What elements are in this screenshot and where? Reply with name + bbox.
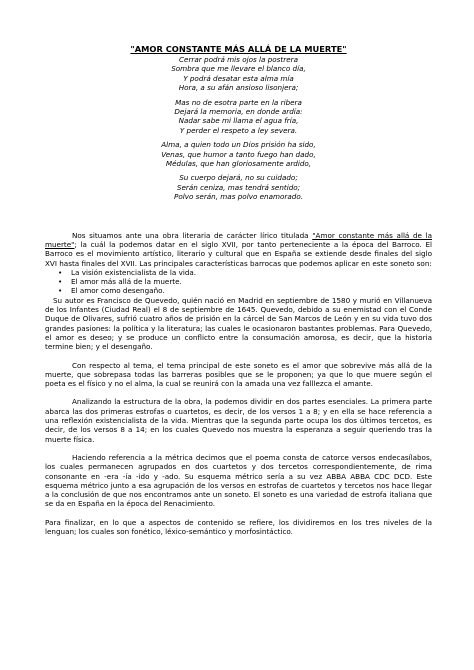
verse: Y perder el respeto a ley severa. [179,125,298,135]
paragraph-metrics: Haciendo referencia a la métrica decimos que el poema consta de catorce versos endecasílabos, los cuales permanecen agrupados en dos cuartetos y dos tercetos correspondientemente, de rima consonante en -era -ía -ido y -ado. Su esquema métrico sería a su vez ABBA ABBA CDC DCD. Este esquema métrico junto a esa agrupación de los versos en estrofas de cuartetos y tercetos nos hace llegar a la conclusión de que nos encontramos ante un soneto. El soneto es una variedad de estrofa italiana que se da en España en la época del Renacimiento. [45,452,432,509]
verse: Nadar sabe mi llama el agua fría, [178,116,299,126]
poem [45,55,432,202]
paragraph-conclusion: Para finalizar, en lo que a aspectos de contenido se refiere, los dividiremos en los tres niveles de la lenguan; los cuales son fonético, léxico-semántico y morfosintáctico. [45,517,432,536]
verse: Mas no de esotra parte en la ribera [175,97,302,107]
paragraph-intro: Nos situamos ante una obra literaria de carácter lírico titulada "Amor constante más allá de la muerte"; la cuál la podemos datar en el siglo XVII, por tanto perteneciente a la época del Barroco. El Barroco es el movimiento artístico, literario y cultural que en España se extiende desde finales del siglo XVI hasta finales del XVII. Las principales características barrocas que podemos aplicar en este soneto son: [45,230,432,268]
verse: Médulas, que han gloriosamente ardido, [165,159,312,169]
stanza-2 [45,98,432,136]
work-title-underlined: "Amor constante más allá de la muerte" [45,230,432,249]
paragraph-theme: Con respecto al tema, el tema principal de este soneto es el amor que sobrevive más allá de la muerte, que sobrepasa todas las barreras posibles que se le proponen; ya que lo que muere según el poeta es el físico y no el alma, la cual se reunirá con la amada una vez falllezca el amante. [45,360,432,389]
verse: Sombra que me llevare el blanco día, [171,64,306,74]
verse: Alma, a quien todo un Dios prisión ha sido, [161,140,316,150]
verse: Su cuerpo dejará, no su cuidado; [179,173,298,183]
list-item: • El amor como desengaño. [65,286,432,295]
list-item: • La visión existencialista de la vida. [65,268,432,277]
verse: Dejará la memoria, en donde ardía: [174,107,303,117]
stanza-1 [45,55,432,93]
verse: Hora, a su afán ansioso lisonjera; [178,83,299,93]
verse: Y podrá desatar esta alma mía [183,73,294,83]
poem-title: "AMOR CONSTANTE MÁS ALLÁ DE LA MUERTE" [130,44,347,54]
list-item: • El amor más allá de la muerte. [65,277,432,286]
features-list [45,268,432,296]
essay-body [45,231,432,537]
verse: Polvo serán, mas polvo enamorado. [173,192,304,202]
stanza-3 [45,140,432,168]
stanza-4 [45,173,432,201]
verse: Serán ceniza, mas tendrá sentido; [176,182,301,192]
verse: Cerrar podrá mis ojos la postrera [179,55,298,64]
paragraph-author: Su autor es Francisco de Quevedo, quién nació en Madrid en septiembre de 1580 y murió en Villanueva de los Infantes (Ciudad Real) el 8 de septiembre de 1645. Quevedo, debido a su enemistad con el Conde Duque de Olivares, sufrió cuatro años de prisión en la cárcel de San Marcos de León y en su vida tuvo dos grandes pasiones: la política y la literatura; las cuales le ocasionaron bastantes problemas. Para Quevedo, el amor es deseo; y se produce un conflicto entre la consumación amorosa, es decir, que la historia termine bien; y el desengaño. [45,295,432,352]
paragraph-structure: Analizando la estructura de la obra, la podemos dividir en dos partes esenciales. La primera parte abarca las dos primeras estrofas o cuartetos, es decir, de los versos 1 a 8; y en ella se hace referencia a una reflexión existencialista de la vida. Mientras que la segunda parte ocupa los dos últimos tercetos, es decir, de los versos 8 a 14; en los cuales Quevedo nos muestra la esperanza a seguir queriendo tras la muerte física. [45,397,432,444]
verse: Venas, que humor a tanto fuego han dado, [161,149,316,159]
